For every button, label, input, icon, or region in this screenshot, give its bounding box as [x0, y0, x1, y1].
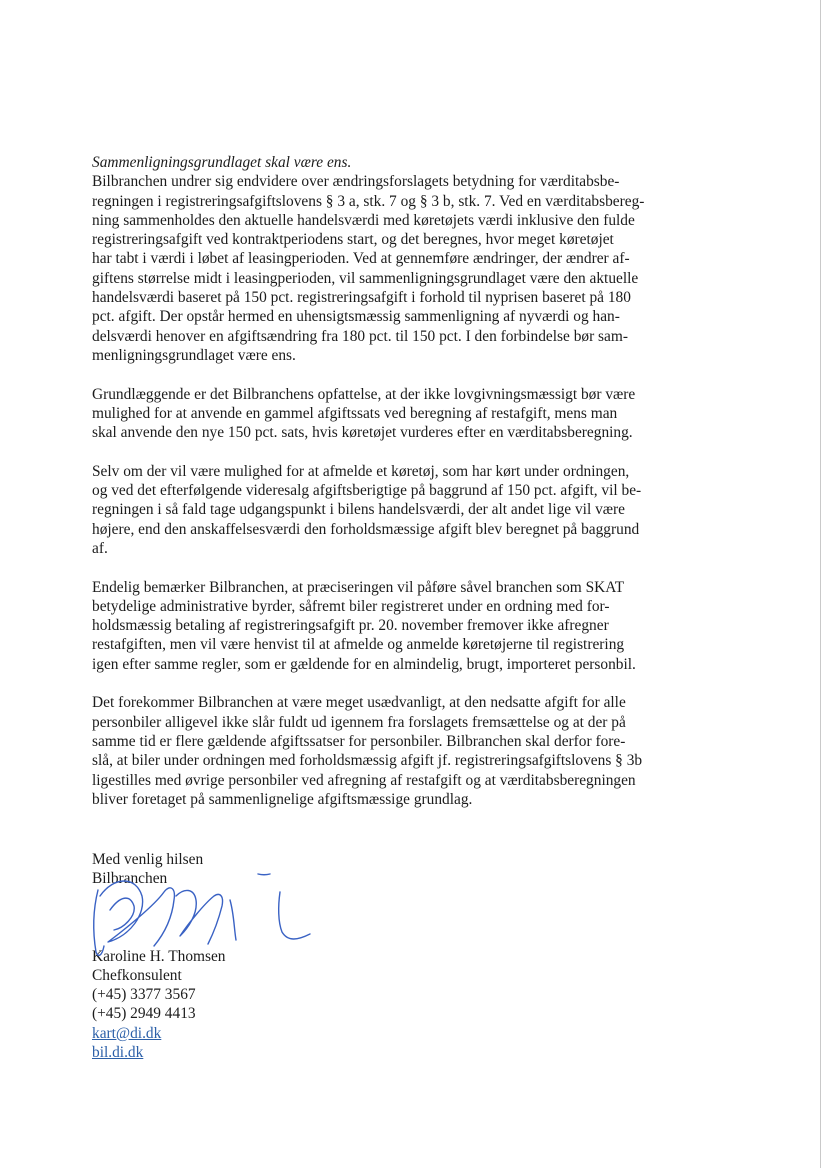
paragraph-line: handelsværdi baseret på 150 pct. registreringsafgift i forhold til nyprisen baseret på 180 [92, 289, 631, 307]
paragraph-line: restafgiften, men vil være henvist til at afmelde og anmelde køretøjerne til registrering [92, 636, 625, 654]
paragraph-line: menligningsgrundlaget være ens. [92, 346, 296, 364]
paragraph-line: delsværdi henover en afgiftsændring fra 180 pct. til 150 pct. I den forbindelse bør sam- [92, 327, 628, 345]
paragraph-5 [92, 693, 692, 809]
paragraph-1 [92, 172, 692, 365]
phone-number: (+45) 3377 3567 [92, 986, 196, 1004]
paragraph-line: igen efter samme regler, som er gældende for en almindelig, brugt, importeret personbil. [92, 655, 636, 673]
paragraph-line: Endelig bemærker Bilbranchen, at præciseringen vil påføre såvel branchen som SKAT [92, 578, 625, 596]
paragraph-line: registreringsafgift ved kontraktperiodens start, og det beregnes, hvor meget køretøjet [92, 231, 614, 249]
paragraph-4 [92, 578, 692, 674]
signer-name: Karoline H. Thomsen [92, 947, 226, 965]
website-link[interactable]: bil.di.dk [92, 1044, 144, 1062]
paragraph-line: holdsmæssig betaling af registreringsafgift pr. 20. november fremover ikke afregner [92, 617, 609, 635]
paragraph-line: pct. afgift. Der opstår hermed en uhensigtsmæssig sammenligning af nyværdi og han- [92, 308, 620, 326]
paragraph-line: Bilbranchen undrer sig endvidere over ændringsforslagets betydning for værditabsbe- [92, 173, 620, 191]
paragraph-line: bliver foretaget på sammenlignelige afgiftsmæssige grundlag. [92, 790, 473, 808]
signature-space [92, 889, 492, 947]
paragraph-line: slå, at biler under ordningen med forholdsmæssig afgift jf. registreringsafgiftslovens § 3b [92, 752, 643, 770]
paragraph-line: ligestilles med øvrige personbiler ved afregning af restafgift og at værditabsberegningen [92, 771, 636, 789]
paragraph-line: højere, end den anskaffelsesværdi den forholdsmæssige afgift blev beregnet på baggrund [92, 520, 640, 538]
paragraph-line: mulighed for at anvende en gammel afgiftssats ved beregning af restafgift, mens man [92, 404, 618, 422]
paragraph-line: betydelige administrative byrder, såfremt biler registreret under en ordning med for- [92, 597, 610, 615]
section-heading: Sammenligningsgrundlaget skal være ens. [92, 154, 352, 171]
paragraph-line: af. [92, 539, 108, 557]
organization-name: Bilbranchen [92, 870, 168, 888]
paragraph-line: skal anvende den nye 150 pct. sats, hvis køretøjet vurderes efter en værditabsberegning. [92, 424, 633, 442]
paragraph-line: Grundlæggende er det Bilbranchens opfattelse, at der ikke lovgivningsmæssigt bør være [92, 385, 636, 403]
mobile-number: (+45) 2949 4413 [92, 1005, 196, 1023]
paragraph-2 [92, 385, 692, 443]
email-link[interactable]: kart@di.dk [92, 1024, 162, 1042]
scan-edge-line [820, 0, 821, 1168]
paragraph-line: samme tid er flere gældende afgiftssatser for personbiler. Bilbranchen skal derfor fore- [92, 732, 626, 750]
paragraph-line: personbiler alligevel ikke slår fuldt ud igennem fra forslagets fremsættelse og at der på [92, 713, 626, 731]
paragraph-line: Selv om der vil være mulighed for at afmelde et køretøj, som har kørt under ordningen, [92, 462, 630, 480]
paragraph-line: har tabt i værdi i løbet af leasingperioden. Ved at gennemføre ændringer, der ændrer af- [92, 250, 630, 268]
paragraph-line: ning sammenholdes den aktuelle handelsværdi med køretøjets værdi inklusive den fulde [92, 211, 635, 229]
signoff-block [92, 850, 492, 1062]
greeting: Med venlig hilsen [92, 851, 204, 868]
paragraph-line: og ved det efterfølgende videresalg afgiftsberigtige på baggrund af 150 pct. afgift, vil be- [92, 482, 642, 500]
paragraph-line: Det forekommer Bilbranchen at være meget usædvanligt, at den nedsatte afgift for alle [92, 694, 626, 712]
letter-body [92, 153, 692, 828]
signer-title: Chefkonsulent [92, 966, 182, 984]
paragraph-3 [92, 462, 692, 558]
paragraph-line: regningen i så fald tage udgangspunkt i bilens handelsværdi, der alt andet lige vil være [92, 501, 625, 519]
paragraph-line: regningen i registreringsafgiftslovens § 3 a, stk. 7 og § 3 b, stk. 7. Ved en værditabsbereg- [92, 192, 645, 210]
paragraph-line: giftens størrelse midt i leasingperioden, vil sammenligningsgrundlaget være den aktuelle [92, 269, 639, 287]
